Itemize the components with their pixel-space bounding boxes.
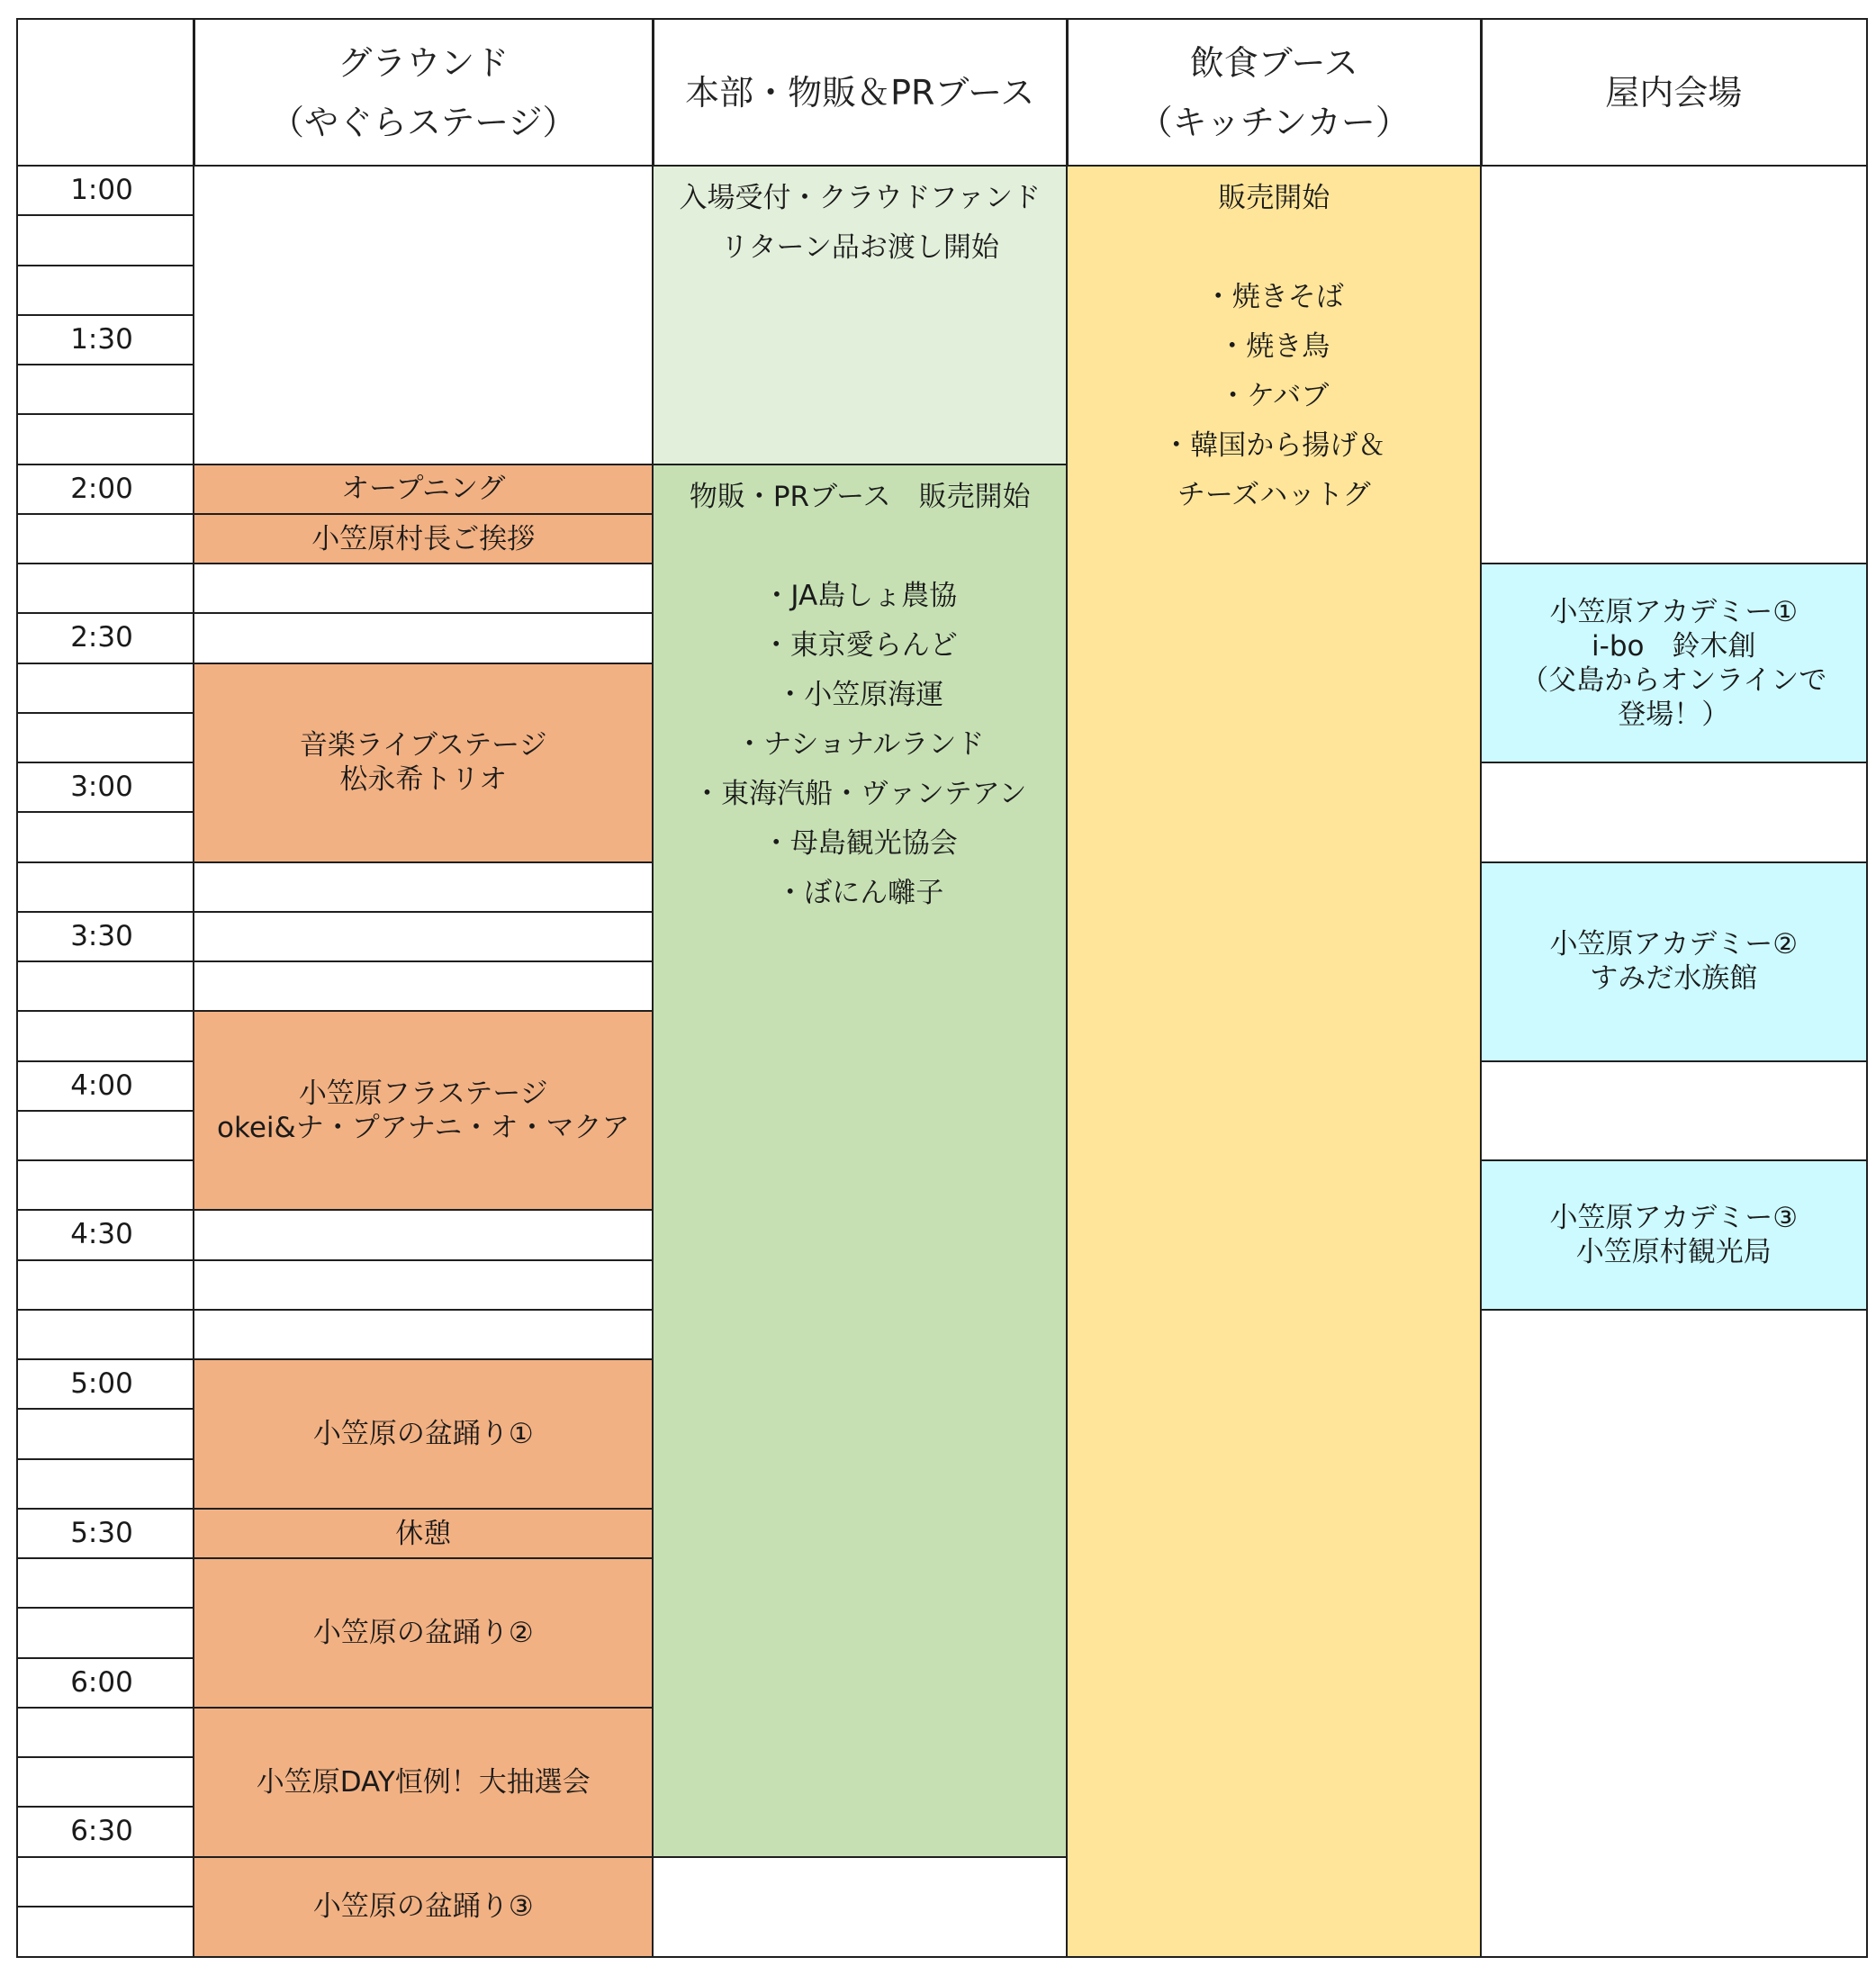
ground-empty-slot bbox=[193, 911, 654, 963]
indoor-event bbox=[1480, 861, 1868, 1063]
time-slot-cell bbox=[16, 1856, 195, 1908]
ground-empty-slot bbox=[193, 165, 654, 465]
spacer-line bbox=[1269, 223, 1278, 273]
ground-event bbox=[193, 513, 654, 565]
cell-text-line: 入場受付・クラウドファンド bbox=[679, 182, 1041, 214]
time-slot-cell bbox=[16, 513, 195, 565]
ground-empty-slot bbox=[193, 861, 654, 914]
time-slot-cell bbox=[16, 1607, 195, 1659]
time-slot-cell bbox=[16, 214, 195, 266]
time-slot-cell bbox=[16, 1756, 195, 1808]
time-slot-cell bbox=[16, 960, 195, 1013]
ground-empty-slot bbox=[193, 960, 654, 1013]
time-slot-cell bbox=[16, 1309, 195, 1361]
time-slot-cell bbox=[16, 563, 195, 615]
time-slot-cell bbox=[16, 861, 195, 914]
cell-text-line: 小笠原村観光局 bbox=[1575, 1236, 1772, 1269]
time-slot-cell bbox=[16, 663, 195, 715]
time-slot-cell bbox=[16, 1458, 195, 1511]
time-label: 4:00 bbox=[70, 1069, 133, 1102]
column-header bbox=[193, 18, 654, 167]
indoor-empty-slot bbox=[1480, 1309, 1868, 1958]
time-slot-cell bbox=[16, 364, 195, 416]
ground-event bbox=[193, 1508, 654, 1560]
cell-text-line: 物販・PRブース 販売開始 bbox=[689, 480, 1031, 513]
time-label: 3:00 bbox=[70, 771, 133, 803]
cell-text-line: 松永希トリオ bbox=[339, 763, 508, 797]
ground-empty-slot bbox=[193, 1309, 654, 1361]
time-label: 2:30 bbox=[70, 621, 133, 654]
cell-text-line: ・母島観光協会 bbox=[762, 826, 958, 860]
time-slot-cell bbox=[16, 1010, 195, 1062]
cell-text-line: 小笠原村長ご挨拶 bbox=[311, 522, 536, 555]
cell-text-line: グラウンド bbox=[338, 42, 510, 83]
cell-text-line: チーズハットグ bbox=[1177, 479, 1371, 511]
cell-text-line: （父島からオンラインで bbox=[1520, 663, 1827, 697]
ground-event bbox=[193, 663, 654, 864]
cell-text-line: ・焼き鳥 bbox=[1218, 330, 1330, 363]
indoor-event bbox=[1480, 1159, 1868, 1311]
cell-text-line: 登場！） bbox=[1618, 698, 1730, 731]
time-label: 6:00 bbox=[70, 1665, 133, 1699]
time-label: 3:30 bbox=[70, 919, 133, 952]
cell-text-line: 休憩 bbox=[395, 1517, 452, 1550]
cell-text-line: 屋内会場 bbox=[1605, 72, 1743, 113]
ground-event bbox=[193, 1358, 654, 1510]
time-slot-cell bbox=[16, 1906, 195, 1958]
time-label: 5:30 bbox=[70, 1516, 133, 1549]
cell-text-line: 音楽ライブステージ bbox=[299, 729, 547, 762]
cell-text-line: すみだ水族館 bbox=[1590, 962, 1758, 996]
ground-event bbox=[193, 464, 654, 516]
cell-text-line: （やぐらステージ） bbox=[270, 102, 577, 142]
indoor-empty-slot bbox=[1480, 1060, 1868, 1162]
cell-text-line: okei&ナ・プアナニ・オ・マクア bbox=[217, 1112, 630, 1144]
ground-empty-slot bbox=[193, 1259, 654, 1312]
cell-text-line: 小笠原アカデミー① bbox=[1549, 595, 1798, 628]
cell-text-line: ・東海汽船・ヴァンテアン bbox=[693, 777, 1027, 810]
column-header bbox=[1480, 18, 1868, 167]
cell-text-line: ・JA島しょ農協 bbox=[762, 579, 958, 612]
cell-text-line: ・小笠原海運 bbox=[776, 678, 944, 711]
time-slot-cell bbox=[16, 1408, 195, 1460]
ground-event bbox=[193, 1010, 654, 1212]
cell-text-line: 小笠原フラステージ bbox=[298, 1078, 548, 1110]
time-label: 5:00 bbox=[70, 1367, 133, 1400]
ground-empty-slot bbox=[193, 612, 654, 664]
cell-text-line: ・ケバブ bbox=[1219, 380, 1330, 412]
corner-header-cell bbox=[16, 18, 195, 167]
time-label: 1:00 bbox=[70, 174, 133, 206]
time-slot-cell bbox=[16, 1110, 195, 1162]
cell-text-line: i-bo 鈴木創 bbox=[1592, 629, 1756, 663]
ground-event bbox=[193, 1707, 654, 1858]
time-label: 2:00 bbox=[70, 472, 133, 505]
cell-text-line: ・韓国から揚げ＆ bbox=[1162, 429, 1386, 462]
cell-text-line: 飲食ブース bbox=[1189, 42, 1358, 83]
indoor-empty-slot bbox=[1480, 165, 1868, 565]
cell-text-line: 小笠原アカデミー③ bbox=[1549, 1202, 1798, 1235]
time-label: 4:30 bbox=[70, 1218, 133, 1251]
booth-event bbox=[652, 165, 1069, 465]
ground-empty-slot bbox=[193, 1209, 654, 1261]
indoor-event bbox=[1480, 563, 1868, 764]
time-slot-cell bbox=[16, 413, 195, 465]
ground-event bbox=[193, 1856, 654, 1958]
cell-text-line: 小笠原の盆踊り② bbox=[312, 1617, 534, 1650]
time-slot-cell bbox=[16, 811, 195, 863]
cell-text-line: リターン品お渡し開始 bbox=[720, 231, 999, 264]
cell-text-line: 小笠原DAY恒例！大抽選会 bbox=[256, 1765, 591, 1799]
cell-text-line: 小笠原の盆踊り③ bbox=[312, 1890, 534, 1923]
cell-text-line: ・ナショナルランド bbox=[735, 727, 985, 761]
time-slot-cell bbox=[16, 1159, 195, 1212]
time-slot-cell bbox=[16, 1259, 195, 1312]
booth-empty-slot bbox=[652, 1856, 1069, 1958]
indoor-empty-slot bbox=[1480, 762, 1868, 863]
time-slot-cell bbox=[16, 265, 195, 317]
cell-text-line: オープニング bbox=[341, 473, 506, 506]
cell-text-line: ・焼きそば bbox=[1204, 281, 1344, 313]
spacer-line bbox=[855, 522, 864, 572]
cell-text-line: 販売開始 bbox=[1218, 182, 1330, 214]
ground-empty-slot bbox=[193, 563, 654, 615]
time-slot-cell bbox=[16, 1557, 195, 1610]
booth-event bbox=[652, 464, 1069, 1859]
time-label: 6:30 bbox=[70, 1815, 133, 1848]
cell-text-line: ・ぼにん囃子 bbox=[776, 876, 944, 909]
column-header bbox=[1066, 18, 1483, 167]
time-slot-cell bbox=[16, 1707, 195, 1759]
cell-text-line: 本部・物販＆PRブース bbox=[685, 72, 1035, 113]
time-label: 1:30 bbox=[70, 322, 133, 356]
food-event bbox=[1066, 165, 1483, 1958]
ground-event bbox=[193, 1557, 654, 1709]
column-header bbox=[652, 18, 1069, 167]
cell-text-line: 小笠原の盆踊り① bbox=[312, 1418, 534, 1451]
time-slot-cell bbox=[16, 712, 195, 764]
cell-text-line: ・東京愛らんど bbox=[762, 628, 958, 662]
cell-text-line: 小笠原アカデミー② bbox=[1549, 928, 1798, 961]
cell-text-line: （キッチンカー） bbox=[1138, 102, 1410, 142]
